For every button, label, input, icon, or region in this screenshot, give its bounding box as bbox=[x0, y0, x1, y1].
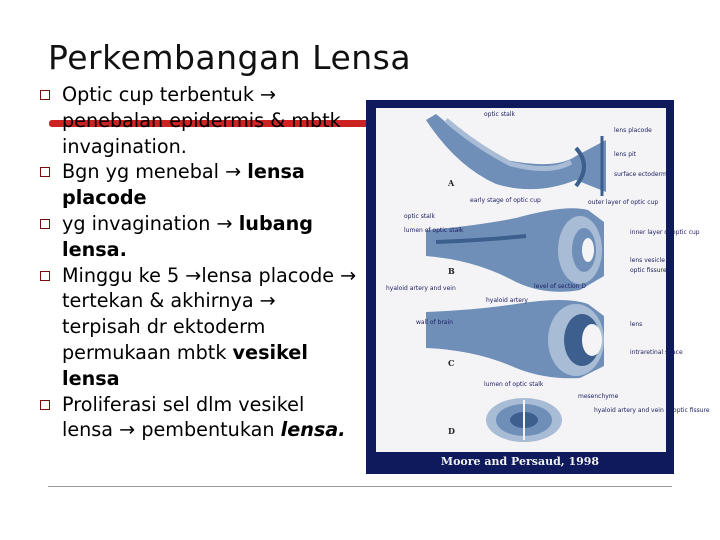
panel-letter-a: A bbox=[448, 178, 455, 188]
bullet-text: Minggu ke 5 →lensa placode → tertekan & akhirnya → terpisah dr ektoderm permukaan mbtk bbox=[62, 263, 357, 364]
bullet-square-icon bbox=[40, 219, 50, 229]
bullet-list bbox=[40, 82, 360, 443]
label-lumen-optic-stalk-d: lumen of optic stalk bbox=[484, 381, 544, 388]
bullet-text-bold-italic: lensa. bbox=[280, 418, 346, 442]
bullet-item bbox=[40, 82, 360, 159]
label-outer-layer: outer layer of optic cup bbox=[588, 199, 659, 206]
page-title: Perkembangan Lensa bbox=[48, 38, 412, 77]
bullet-item bbox=[40, 263, 360, 392]
label-lens-pit: lens pit bbox=[614, 151, 637, 158]
label-hyaloid-artery-vein-d: hyaloid artery and vein in optic fissure bbox=[594, 407, 710, 414]
panel-letter-b: B bbox=[448, 266, 455, 276]
label-lens: lens bbox=[630, 321, 643, 328]
bullet-square-icon bbox=[40, 90, 50, 100]
label-lens-vesicle: lens vesicle bbox=[630, 257, 665, 264]
label-early-stage: early stage of optic cup bbox=[470, 197, 541, 204]
label-wall-of-brain: wall of brain bbox=[416, 319, 453, 326]
bullet-item bbox=[40, 392, 360, 444]
bullet-text: yg invagination → bbox=[62, 211, 239, 235]
label-surface-ectoderm: surface ectoderm bbox=[614, 171, 667, 178]
bullet-item bbox=[40, 159, 360, 211]
bullet-square-icon bbox=[40, 271, 50, 281]
figure-credit: Moore and Persaud, 1998 bbox=[440, 455, 600, 468]
bullet-text: Bgn yg menebal → bbox=[62, 160, 248, 184]
bullet-text-bold: vesikel lensa bbox=[62, 340, 308, 390]
lens-development-figure bbox=[366, 100, 710, 474]
label-lens-placode: lens placode bbox=[614, 127, 652, 134]
bullet-text-bold: lubang lensa. bbox=[62, 211, 314, 261]
label-lumen-optic-stalk: lumen of optic stalk bbox=[404, 227, 464, 234]
label-optic-stalk: optic stalk bbox=[484, 111, 516, 118]
label-optic-stalk-b: optic stalk bbox=[404, 213, 436, 220]
label-mesenchyme: mesenchyme bbox=[578, 393, 619, 400]
panel-letter-c: C bbox=[448, 358, 455, 368]
bullet-square-icon bbox=[40, 167, 50, 177]
label-hyaloid-artery-vein: hyaloid artery and vein bbox=[386, 285, 456, 292]
label-level-section: level of section D bbox=[534, 283, 587, 290]
panel-letter-d: D bbox=[448, 426, 455, 436]
panel-d-drawing bbox=[486, 398, 562, 442]
label-inner-layer: inner layer of optic cup bbox=[630, 229, 700, 236]
bullet-item bbox=[40, 211, 360, 263]
bullet-text: Proliferasi sel dlm vesikel lensa → pembentukan bbox=[62, 392, 305, 442]
bullet-square-icon bbox=[40, 400, 50, 410]
bottom-divider bbox=[48, 486, 672, 487]
bullet-text: Optic cup terbentuk → penebalan epidermis & mbtk invagination. bbox=[62, 83, 341, 158]
label-hyaloid-artery: hyaloid artery bbox=[486, 297, 528, 304]
label-optic-fissure: optic fissure bbox=[630, 267, 667, 274]
bullet-text-bold: lensa placode bbox=[62, 160, 305, 210]
figure-illustration bbox=[366, 100, 710, 474]
label-intraretinal-space: intraretinal space bbox=[630, 349, 683, 356]
